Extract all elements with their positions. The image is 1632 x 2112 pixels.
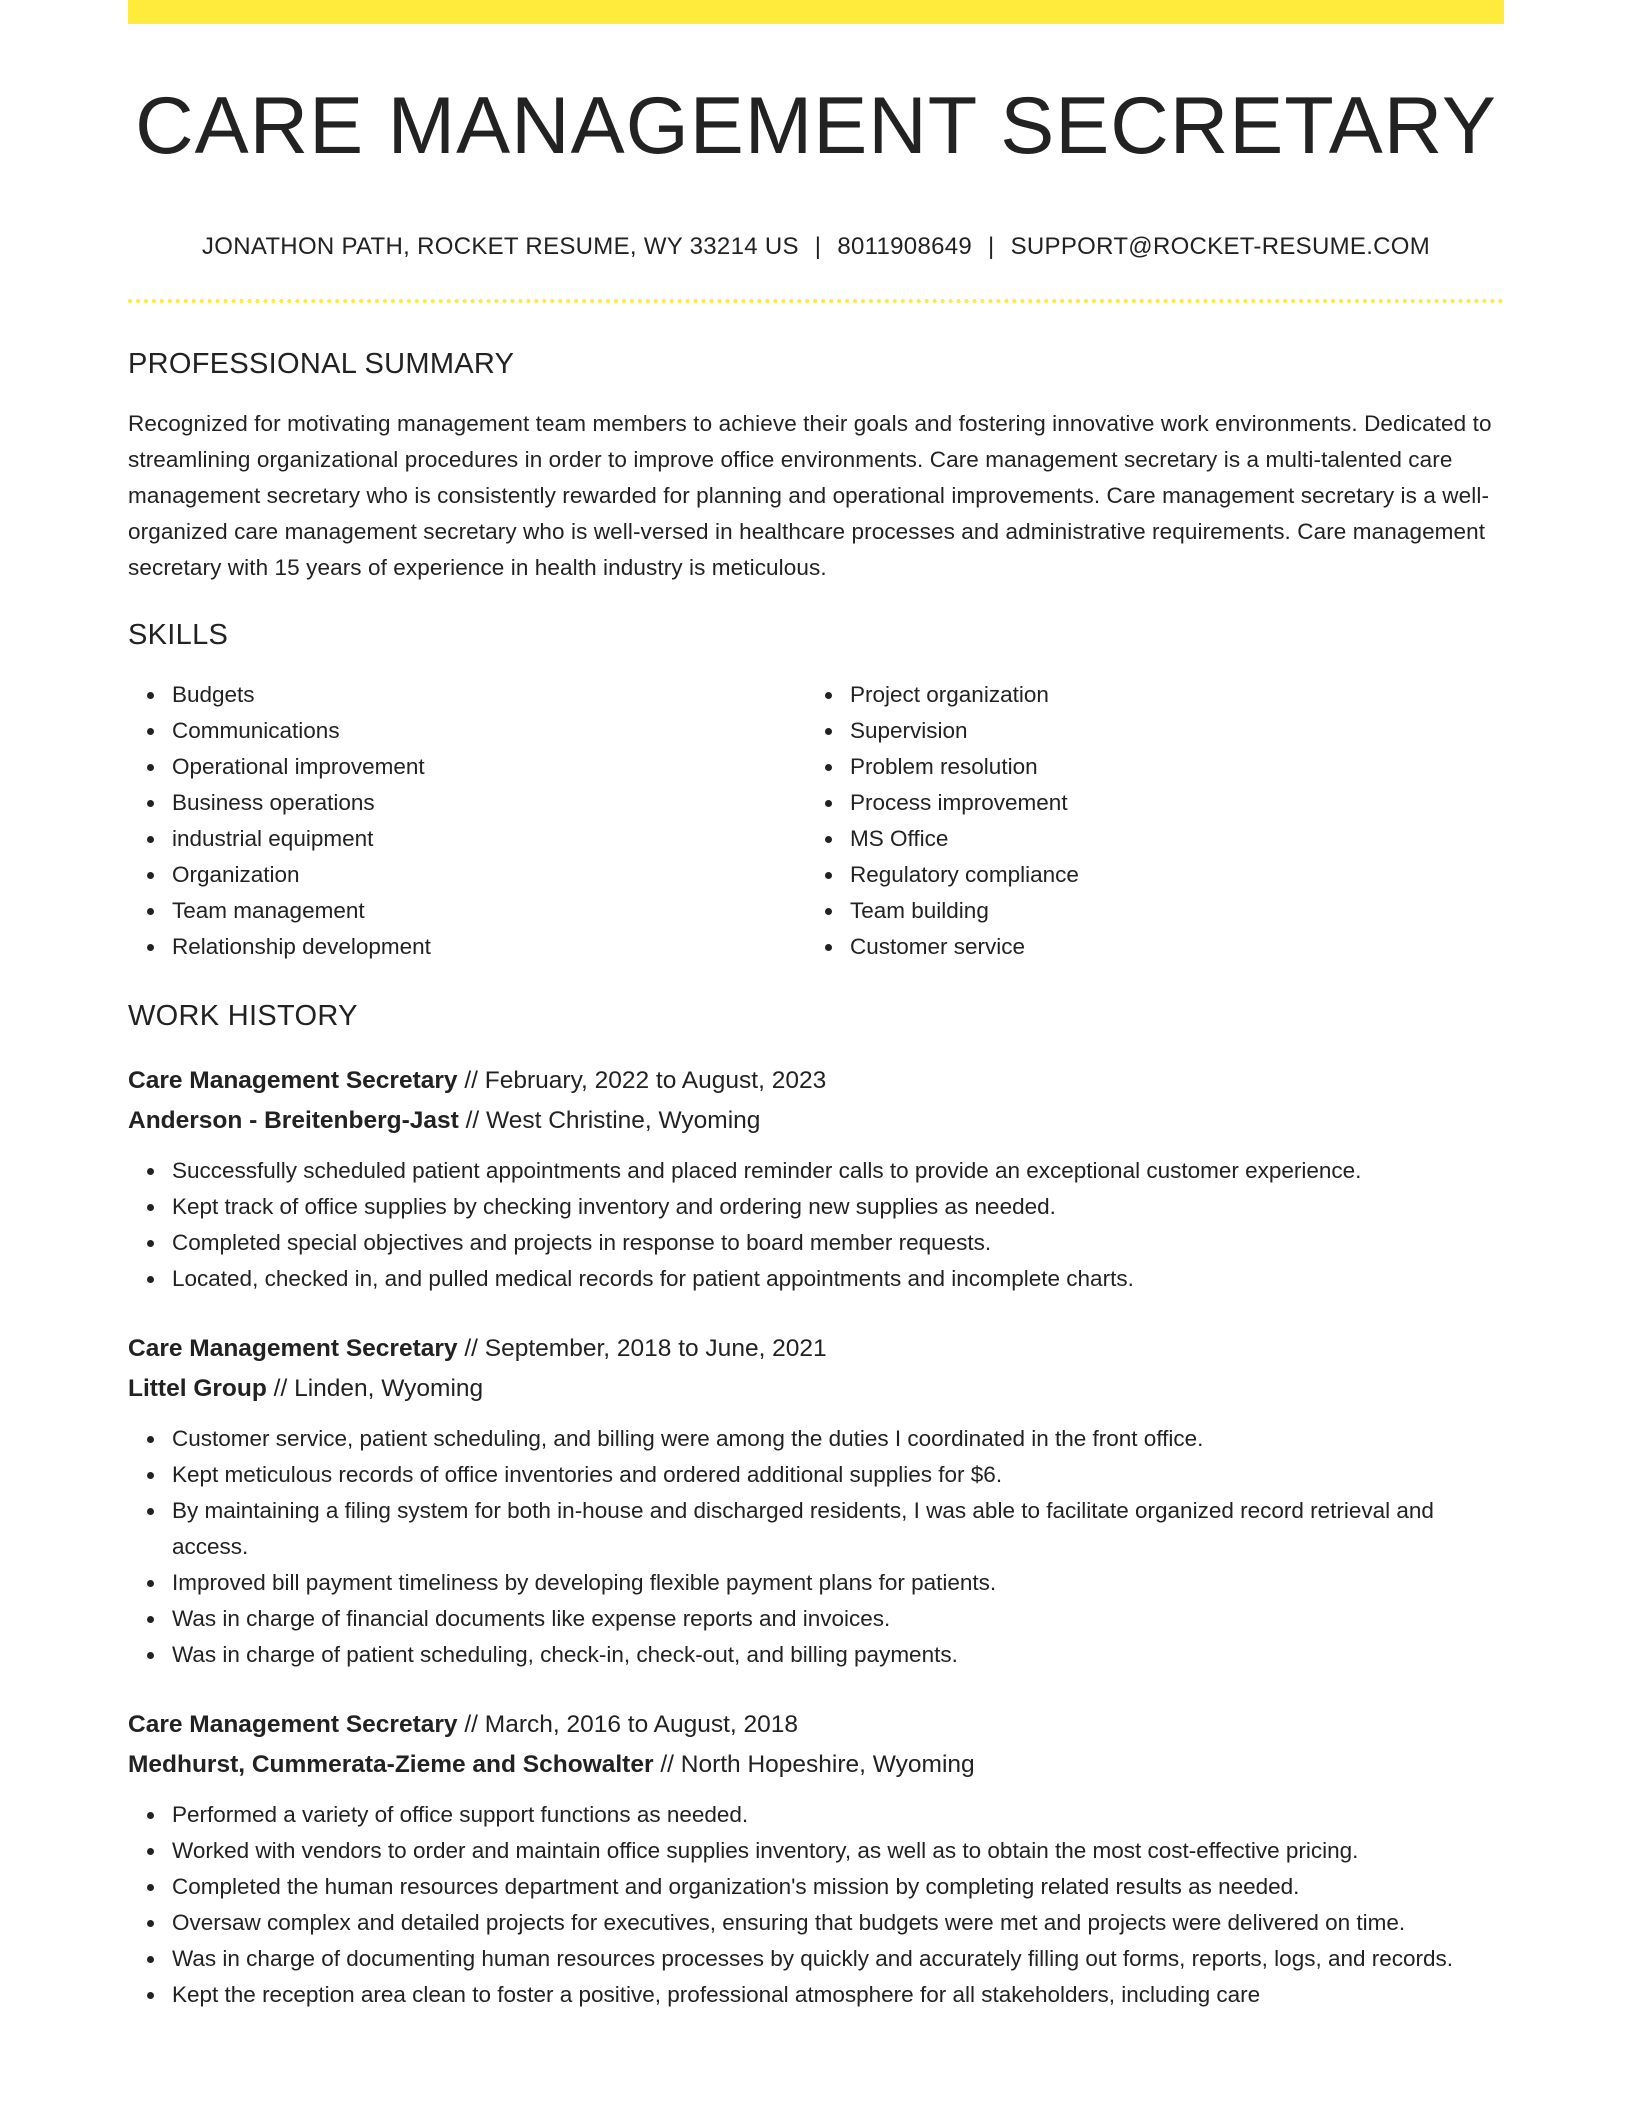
contact-separator: |	[814, 233, 822, 261]
skill-item: Problem resolution	[850, 749, 1484, 785]
summary-heading: PROFESSIONAL SUMMARY	[128, 348, 515, 381]
job-divider: //	[457, 1335, 485, 1363]
skill-item: Customer service	[850, 929, 1484, 965]
skill-item: Supervision	[850, 713, 1484, 749]
job-dates: March, 2016 to August, 2018	[484, 1711, 799, 1739]
job-bullet: Kept meticulous records of office inventories and ordered additional supplies for $6.	[172, 1457, 1504, 1493]
job-bullet: Customer service, patient scheduling, and billing were among the duties I coordinated in the front office.	[172, 1421, 1504, 1457]
contact-separator: |	[988, 233, 995, 261]
skill-item: Process improvement	[850, 785, 1484, 821]
dotted-divider	[128, 299, 1504, 303]
job-title-line	[128, 1705, 1504, 1745]
job-title: Care Management Secretary	[128, 1335, 458, 1363]
job-title: Care Management Secretary	[128, 1711, 458, 1739]
job-bullets	[128, 1153, 1504, 1297]
job-bullet: Improved bill payment timeliness by developing flexible payment plans for patients.	[172, 1565, 1504, 1601]
skill-item: Relationship development	[172, 929, 806, 965]
contact-email[interactable]: SUPPORT@ROCKET-RESUME.COM	[1010, 233, 1431, 261]
contact-phone[interactable]: 8011908649	[837, 233, 973, 261]
skill-item: Team management	[172, 893, 806, 929]
job-bullet: Kept the reception area clean to foster a positive, professional atmosphere for all stakeholders, including care	[172, 1977, 1504, 2013]
job-company: Medhurst, Cummerata-Zieme and Schowalter	[128, 1751, 654, 1779]
job-title-line	[128, 1329, 1504, 1369]
accent-top-bar	[128, 0, 1504, 24]
skill-item: industrial equipment	[172, 821, 806, 857]
job-divider: //	[457, 1067, 485, 1095]
job-bullet: Was in charge of documenting human resources processes by quickly and accurately filling out forms, reports, logs, and records.	[172, 1941, 1504, 1977]
job-bullet: Was in charge of patient scheduling, check-in, check-out, and billing payments.	[172, 1637, 1504, 1673]
job-bullets	[128, 1421, 1504, 1673]
skills-list-right	[806, 677, 1484, 965]
job-bullet: Worked with vendors to order and maintain office supplies inventory, as well as to obtain the most cost-effective pricing.	[172, 1833, 1504, 1869]
job-bullet: Performed a variety of office support functions as needed.	[172, 1797, 1504, 1833]
skills-heading: SKILLS	[128, 618, 229, 651]
work-history-heading: WORK HISTORY	[128, 999, 358, 1032]
skill-item: Communications	[172, 713, 806, 749]
job-dates: February, 2022 to August, 2023	[484, 1067, 827, 1095]
job-company: Littel Group	[128, 1375, 267, 1403]
skill-item: Team building	[850, 893, 1484, 929]
job-bullet: Completed special objectives and projects in response to board member requests.	[172, 1225, 1504, 1261]
job-entry	[128, 1705, 1504, 2013]
job-title-line	[128, 1061, 1504, 1101]
skill-item: Regulatory compliance	[850, 857, 1484, 893]
job-divider: //	[457, 1711, 485, 1739]
job-bullet: Successfully scheduled patient appointments and placed reminder calls to provide an exceptional customer experience.	[172, 1153, 1504, 1189]
job-divider: //	[653, 1751, 681, 1779]
job-bullet: Oversaw complex and detailed projects for executives, ensuring that budgets were met and projects were delivered on time.	[172, 1905, 1504, 1941]
job-company: Anderson - Breitenberg-Jast	[128, 1107, 459, 1135]
job-divider: //	[458, 1107, 487, 1135]
skill-item: Project organization	[850, 677, 1484, 713]
job-entry	[128, 1329, 1504, 1673]
skill-item: Operational improvement	[172, 749, 806, 785]
skill-item: Business operations	[172, 785, 806, 821]
job-bullet: Was in charge of financial documents like expense reports and invoices.	[172, 1601, 1504, 1637]
skills-grid	[128, 677, 1504, 965]
job-company-line	[128, 1101, 1504, 1141]
skill-item: Budgets	[172, 677, 806, 713]
job-company-line	[128, 1369, 1504, 1409]
job-bullets	[128, 1797, 1504, 2013]
summary-text: Recognized for motivating management team members to achieve their goals and fostering innovative work environments. Dedicated to streamlining organizational procedures in order to improve office environments. Care management secretary is a multi-talented care management secretary who is consistently rewarded for planning and operational improvements. Care management secretary is a well-organized care management secretary who is well-versed in healthcare processes and administrative requirements. Care management secretary with 15 years of experience in health industry is meticulous.	[128, 410, 1492, 580]
job-dates: September, 2018 to June, 2021	[484, 1335, 827, 1363]
job-company-line	[128, 1745, 1504, 1785]
job-bullet: Located, checked in, and pulled medical records for patient appointments and incomplete charts.	[172, 1261, 1504, 1297]
job-bullet: Kept track of office supplies by checking inventory and ordering new supplies as needed.	[172, 1189, 1504, 1225]
contact-line	[128, 233, 1504, 261]
contact-address: JONATHON PATH, ROCKET RESUME, WY 33214 US	[201, 233, 799, 261]
resume-page	[128, 0, 1504, 2013]
job-entry	[128, 1061, 1504, 1297]
job-bullet: Completed the human resources department and organization's mission by completing related results as needed.	[172, 1869, 1504, 1905]
job-location: Linden, Wyoming	[294, 1375, 484, 1403]
job-title: Care Management Secretary	[128, 1067, 458, 1095]
skills-list-left	[128, 677, 806, 965]
skill-item: Organization	[172, 857, 806, 893]
skill-item: MS Office	[850, 821, 1484, 857]
resume-title: CARE MANAGEMENT SECRETARY	[135, 81, 1497, 171]
job-bullet: By maintaining a filing system for both in-house and discharged residents, I was able to facilitate organized record retrieval and access.	[172, 1493, 1504, 1565]
job-divider: //	[266, 1375, 295, 1403]
job-location: West Christine, Wyoming	[486, 1107, 761, 1135]
job-location: North Hopeshire, Wyoming	[680, 1751, 975, 1779]
